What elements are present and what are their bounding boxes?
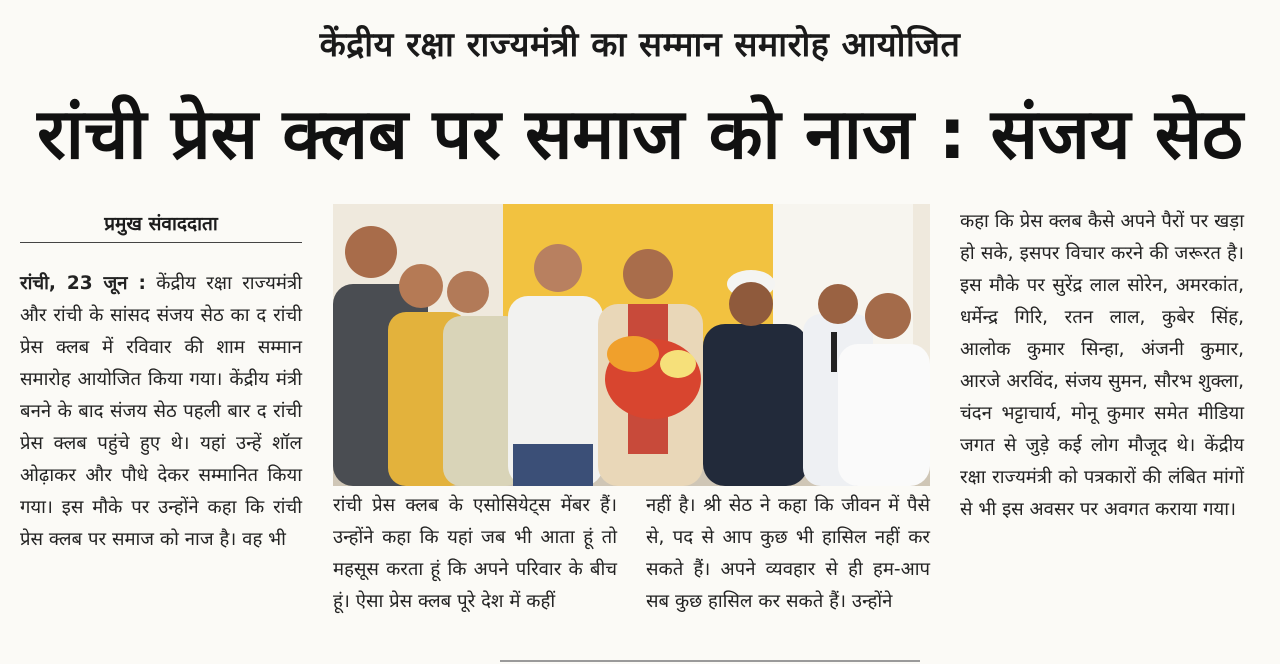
event-photo (333, 204, 930, 486)
column-3-text: नहीं है। श्री सेठ ने कहा कि जीवन में पैसे से, पद से आप कुछ भी हासिल नहीं कर सकते हैं। अपने व्यवहार से ही हम-आप सब कुछ हासिल कर सकते हैं। उन्होंने (646, 495, 930, 612)
article-column-3 (646, 490, 930, 618)
article-headline: रांची प्रेस क्लब पर समाज को नाज : संजय सेठ (37, 93, 1243, 175)
column-1-text: केंद्रीय रक्षा राज्यमंत्री और रांची के सांसद संजय सेठ का द रांची प्रेस क्लब में रविवार की शाम सम्मान समारोह आयोजित किया गया। केंद्रीय मंत्री बनने के बाद संजय सेठ पहली बार द रांची प्रेस क्लब पहुंचे हुए थे। यहां उन्हें शॉल ओढ़ाकर और पौधे देकर सम्मानित किया गया। इस मौके पर उन्होंने कहा कि रांची प्रेस क्लब पर समाज को नाज है। वह भी (20, 273, 302, 550)
article-column-2 (333, 490, 617, 618)
article-kicker: केंद्रीय रक्षा राज्यमंत्री का सम्मान समारोह आयोजित (319, 25, 961, 65)
bottom-divider (500, 660, 920, 662)
article-column-1 (20, 268, 302, 556)
article-dateline: रांची, 23 जून : (20, 273, 146, 294)
column-2-text: रांची प्रेस क्लब के एसोसियेट्स मेंबर हैं। उन्होंने कहा कि यहां जब भी आता हूं तो महसूस करता हूं कि अपने परिवार के बीच हूं। ऐसा प्रेस क्लब पूरे देश में कहीं (333, 495, 617, 612)
column-4-text: कहा कि प्रेस क्लब कैसे अपने पैरों पर खड़ा हो सके, इसपर विचार करने की जरूरत है। इस मौके पर सुरेंद्र लाल सोरेन, अमरकांत, धर्मेन्द्र गिरि, रतन लाल, कुबेर सिंह, आलोक कुमार सिन्हा, अंजनी कुमार, आरजे अरविंद, संजय सुमन, सौरभ शुक्ला, चंदन भट्टाचार्य, मोनू कुमार समेत मीडिया जगत से जुड़े कई लोग मौजूद थे। केंद्रीय रक्षा राज्यमंत्री को पत्रकारों की लंबित मांगों से भी इस अवसर पर अवगत कराया गया। (960, 211, 1244, 520)
article-byline: प्रमुख संवाददाता (20, 210, 302, 243)
article-column-4 (960, 206, 1244, 526)
